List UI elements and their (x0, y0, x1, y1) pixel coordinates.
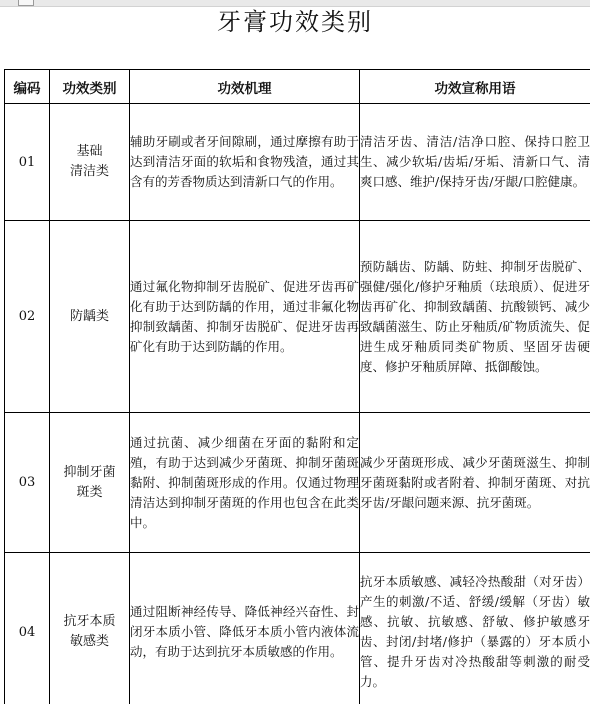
row-code: 04 (5, 553, 50, 710)
table-row (5, 413, 590, 553)
row-mechanism: 通过抗菌、减少细菌在牙面的黏附和定殖，有助于达到减少牙菌斑、抑制牙菌斑黏附、抑制菌斑形成的作用。仅通过物理清洁达到抑制牙菌斑的作用也包含在此类中。 (130, 413, 360, 553)
row-mechanism: 通过阻断神经传导、降低神经兴奋性、封闭牙本质小管、降低牙本质小管内液体流动，有助于达到抗牙本质敏感的作用。 (130, 553, 360, 710)
row-category: 防龋类 (50, 221, 130, 413)
table-row (5, 104, 590, 221)
header-code: 编码 (5, 70, 50, 104)
header-mechanism: 功效机理 (130, 70, 360, 104)
row-claims: 预防龋齿、防龋、防蛀、抑制牙齿脱矿、强健/强化/修护牙釉质（珐琅质）、促进牙齿再矿化、抑制致龋菌、抗酸锁钙、减少致龋菌滋生、防止牙釉质/矿物质流失、促进生成牙釉质同类矿物质、坚固牙齿硬度、修护牙釉质屏障、抵御酸蚀。 (360, 221, 590, 413)
table-row (5, 553, 590, 710)
row-code: 02 (5, 221, 50, 413)
row-claims: 减少牙菌斑形成、减少牙菌斑滋生、抑制牙菌斑黏附或者附着、抑制牙菌斑、对抗牙齿/牙龈问题来源、抗牙菌斑。 (360, 413, 590, 553)
efficacy-table (4, 69, 590, 710)
row-claims: 清洁牙齿、清洁/洁净口腔、保持口腔卫生、减少软垢/齿垢/牙垢、清新口气、清爽口感、维护/保持牙齿/牙龈/口腔健康。 (360, 104, 590, 221)
row-category: 基础 清洁类 (50, 104, 130, 221)
row-code: 01 (5, 104, 50, 221)
page-bottom-edge (0, 704, 590, 710)
row-claims: 抗牙本质敏感、减轻冷热酸甜（对牙齿）产生的刺激/不适、舒缓/缓解（牙齿）敏感、抗敏、抗敏感、舒敏、修护敏感牙齿、封闭/封堵/修护（暴露的）牙本质小管、提升牙齿对冷热酸甜等刺激的耐受力。 (360, 553, 590, 710)
header-category: 功效类别 (50, 70, 130, 104)
row-mechanism: 通过氟化物抑制牙齿脱矿、促进牙齿再矿化有助于达到防龋的作用，通过非氟化物抑制致龋菌、抑制牙齿脱矿、促进牙齿再矿化有助于达到防龋的作用。 (130, 221, 360, 413)
page-title: 牙膏功效类别 (217, 8, 373, 36)
header-claims: 功效宣称用语 (360, 70, 590, 104)
header-row (5, 70, 590, 104)
row-mechanism: 辅助牙刷或者牙间隙刷，通过摩擦有助于达到清洁牙面的软垢和食物残渣，通过其含有的芳香物质达到清新口气的作用。 (130, 104, 360, 221)
row-code: 03 (5, 413, 50, 553)
row-category: 抑制牙菌 斑类 (50, 413, 130, 553)
table-row (5, 221, 590, 413)
row-category: 抗牙本质 敏感类 (50, 553, 130, 710)
